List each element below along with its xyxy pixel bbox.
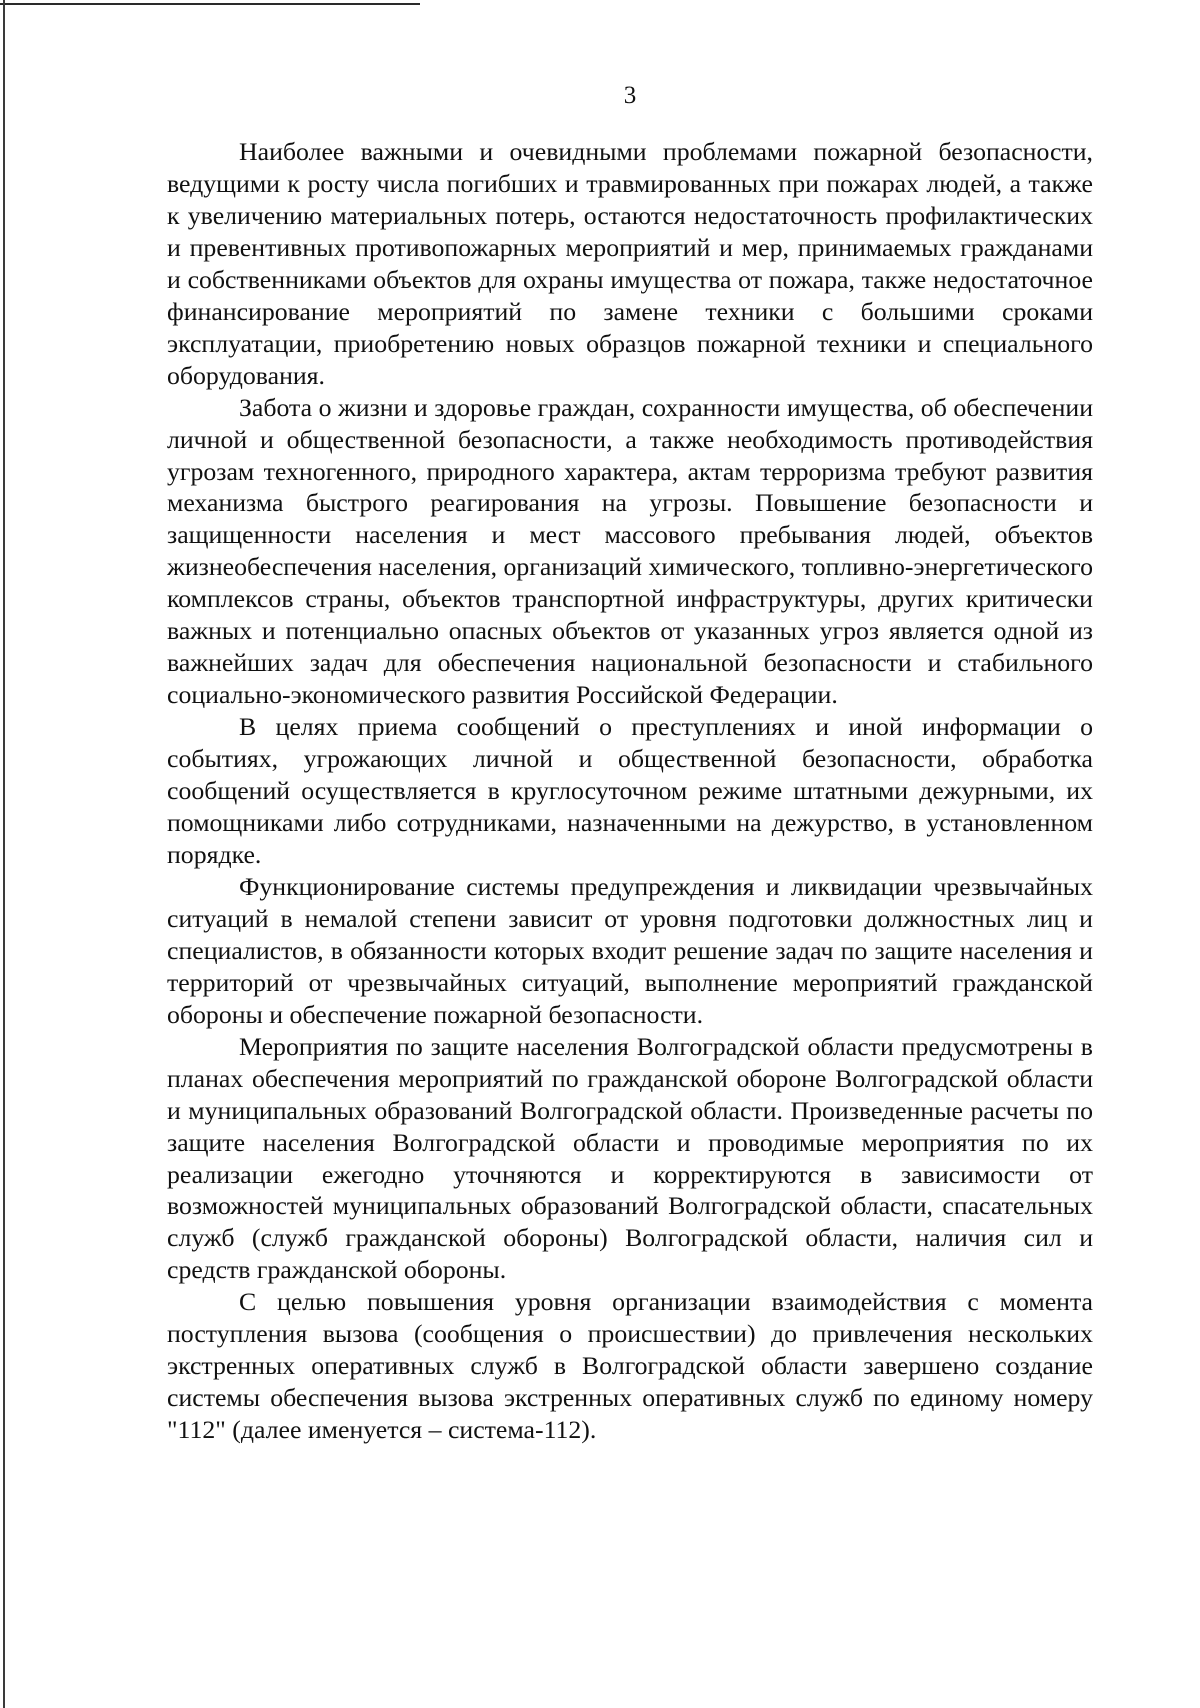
paragraph-reports-processing: В целях приема сообщений о преступлениях и иной информации о событиях, угрожающих личной и общественной безопасности, обработка сообщений осуществляется в круглосуточном режиме штатными дежурными, их помощниками либо сотрудниками, назначенными на дежурство, в установленном порядке.	[167, 712, 1093, 869]
paragraph-system-112: С целью повышения уровня организации взаимодействия с момента поступления вызова (сообщения о происшествии) до привлечения нескольких экстренных оперативных служб в Волгоградской области завершено создание системы обеспечения вызова экстренных оперативных служб по единому номеру "112" (далее именуется – система-112).	[167, 1287, 1093, 1445]
scan-edge-left	[3, 0, 5, 1708]
paragraph-public-safety: Забота о жизни и здоровье граждан, сохранности имущества, об обеспечении личной и общественной безопасности, а также необходимость противодействия угрозам техногенного, природного характера, актам терроризма требуют развития механизма быстрого реагирования на угрозы. Повышение безопасности и защищенности населения и мест массового пребывания людей, объектов жизнеобеспечения населения, организаций химического, топливно-энергетического комплексов страны, объектов транспортной инфраструктуры, других критически важных и потенциально опасных объектов от указанных угроз является одной из важнейших задач для обеспечения национальной безопасности и стабильного социально-экономического развития Российской Федерации.	[167, 392, 1093, 710]
document-body	[167, 136, 1093, 1446]
paragraph-emergency-system: Функционирование системы предупреждения и ликвидации чрезвычайных ситуаций в немалой степени зависит от уровня подготовки должностных лиц и специалистов, в обязанности которых входит решение задач по защите населения и территорий от чрезвычайных ситуаций, выполнение мероприятий гражданской обороны и обеспечение пожарной безопасности.	[167, 871, 1093, 1029]
paragraph-civil-defense-measures: Мероприятия по защите населения Волгоградской области предусмотрены в планах обеспечения мероприятий по гражданской обороне Волгоградской области и муниципальных образований Волгоградской области. Произведенные расчеты по защите населения Волгоградской области и проводимые мероприятия по их реализации ежегодно уточняются и корректируются в зависимости от возможностей муниципальных образований Волгоградской области, спасательных служб (служб гражданской обороны) Волгоградской области, наличия сил и средств гражданской обороны.	[167, 1031, 1093, 1285]
scan-edge-top	[0, 3, 420, 5]
paragraph-fire-safety-problems: Наиболее важными и очевидными проблемами пожарной безопасности, ведущими к росту числа погибших и травмированных при пожарах людей, а также к увеличению материальных потерь, остаются недостаточность профилактических и превентивных противопожарных мероприятий и мер, принимаемых гражданами и собственниками объектов для охраны имущества от пожара, также недостаточное финансирование мероприятий по замене техники с большими сроками эксплуатации, приобретению новых образцов пожарной техники и специального оборудования.	[167, 137, 1093, 390]
page-number: 3	[623, 82, 637, 109]
